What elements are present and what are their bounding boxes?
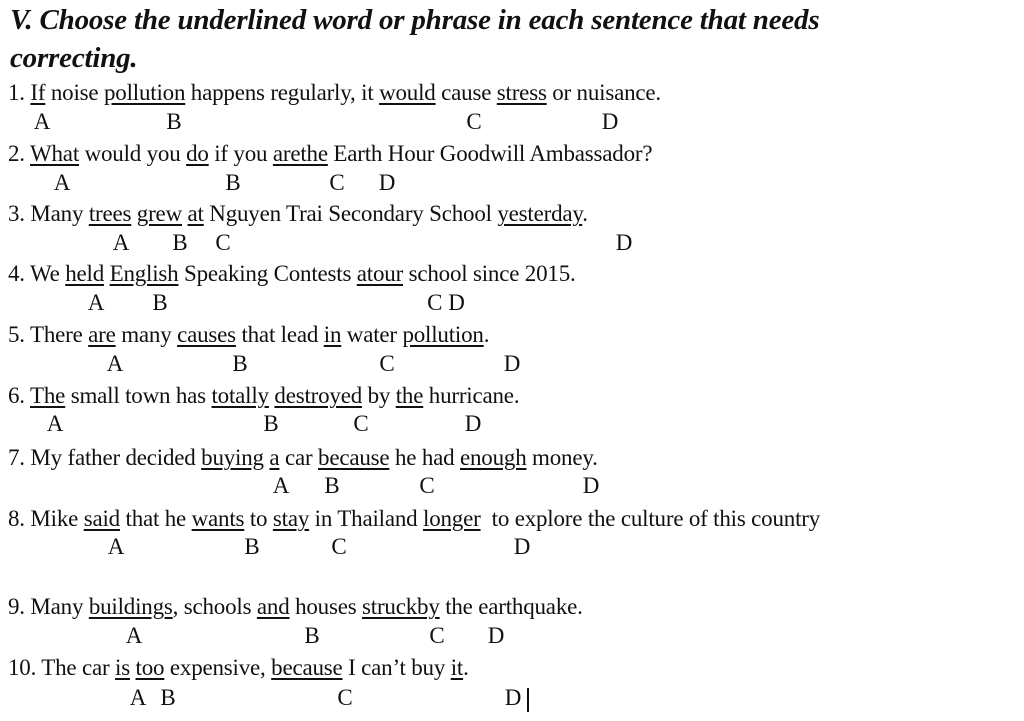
underlined-option: yesterday [497,201,583,226]
option-letter: C [419,473,435,498]
option-letter: A [53,170,71,195]
option-letter: C [329,170,345,195]
question-sentence [8,383,519,409]
sentence-text: noise [45,80,104,105]
sentence-text: by [362,383,396,408]
underlined-option: stress [496,80,547,105]
sentence-text: to [244,506,273,531]
underlined-option: would [379,80,436,105]
option-letter: C [379,351,395,376]
sentence-text: . [463,655,469,680]
sentence-text: 1. [8,80,31,105]
sentence-text: cause [435,80,497,105]
underlined-option: destroyed [274,383,363,408]
option-letter: B [324,473,340,498]
sentence-text: . [582,201,588,226]
sentence-text: happens regularly, it [185,80,380,105]
option-letter: D [378,170,396,195]
option-letter: B [172,230,188,255]
sentence-text: money. [526,445,598,470]
underlined-option: a [269,445,280,470]
underlined-option: enough [459,445,527,470]
sentence-text: 3. Many [8,201,89,226]
underlined-option: totally [211,383,269,408]
underlined-option: held [65,261,105,286]
underlined-option: trees [88,201,132,226]
question-sentence [8,594,583,620]
question-sentence [8,201,588,227]
question-sentence [8,506,820,532]
text-cursor [527,688,529,712]
underlined-option: it [450,655,464,680]
option-letter: C [353,411,369,436]
option-letter: A [272,473,290,498]
sentence-text: or nuisance. [546,80,661,105]
sentence-text: water [341,322,403,347]
sentence-text: 9. Many [8,594,89,619]
option-letter: B [160,685,176,710]
sentence-text: I can’t buy [342,655,451,680]
sentence-text: if you [208,141,273,166]
sentence-text: he had [389,445,460,470]
option-letter: D [504,685,522,710]
sentence-text: , schools [172,594,257,619]
sentence-text: Speaking Contests [178,261,357,286]
sentence-text: Nguyen Trai Secondary School [203,201,498,226]
option-letter: D [503,351,521,376]
sentence-text: small town has [65,383,212,408]
underlined-option: are [88,322,116,347]
underlined-option: English [109,261,179,286]
question-7 [0,445,1024,475]
option-letter: A [106,351,124,376]
underlined-option: pollution [103,80,186,105]
underlined-option: because [318,445,390,470]
underlined-option: too [135,655,165,680]
sentence-text: that he [119,506,192,531]
option-letter: B [244,534,260,559]
exercise-title-line-2: correcting. [10,42,138,74]
option-letter: C [429,623,445,648]
option-letter: D [601,109,619,134]
exercise-title-line-1: V. Choose the underlined word or phrase in each sentence that needs [10,4,820,36]
question-8 [0,506,1024,536]
question-sentence [8,261,576,287]
sentence-text: Earth Hour Goodwill Ambassador? [327,141,653,166]
sentence-text: expensive, [164,655,272,680]
option-letter: D [615,230,633,255]
sentence-text: car [279,445,319,470]
sentence-text: . [483,322,490,347]
underlined-option: struckby [362,594,440,619]
option-letter: A [125,623,143,648]
option-letter: B [263,411,279,436]
underlined-option: is [115,655,130,680]
sentence-text: hurricane. [423,383,520,408]
sentence-text: 10. The car [8,655,116,680]
underlined-option: said [83,506,120,531]
option-letter: A [112,230,130,255]
option-letter: D [513,534,531,559]
underlined-option: at [187,201,204,226]
option-letter: D [487,623,505,648]
sentence-text: 5. There [8,322,89,347]
option-letter: A [87,290,105,315]
option-letter: C [337,685,353,710]
option-letter: A [129,685,147,710]
question-6 [0,383,1024,413]
question-sentence [8,141,652,167]
option-letter: B [152,290,168,315]
question-sentence [8,322,489,348]
option-letter: A [33,109,51,134]
underlined-option: causes [177,322,236,347]
underlined-option: What [30,141,80,166]
underlined-option: because [271,655,343,680]
underlined-option: and [256,594,290,619]
underlined-option: atour [356,261,404,286]
sentence-text: houses [289,594,363,619]
underlined-option: longer [423,506,481,531]
underlined-option: If [30,80,46,105]
underlined-option: pollution [402,322,484,347]
question-4 [0,261,1024,291]
sentence-text: 4. We [8,261,66,286]
option-letter: C [215,230,231,255]
question-1 [0,80,1024,110]
option-letter: D [582,473,600,498]
question-2 [0,141,1024,171]
sentence-text: 7. My father decided [8,445,202,470]
sentence-text: many [115,322,178,347]
underlined-option: do [186,141,209,166]
option-letter: C [331,534,347,559]
sentence-text: that lead [235,322,324,347]
underlined-option: buying [201,445,264,470]
underlined-option: the [395,383,424,408]
question-9 [0,594,1024,624]
underlined-option: stay [272,506,310,531]
underlined-option: arethe [272,141,328,166]
underlined-option: in [323,322,342,347]
option-letter: D [464,411,482,436]
underlined-option: buildings [88,594,173,619]
question-sentence [8,80,661,106]
question-sentence [8,655,469,681]
underlined-option: The [30,383,66,408]
option-letter: B [225,170,241,195]
sentence-text: 8. Mike [8,506,84,531]
option-letter: B [304,623,320,648]
option-letter: B [232,351,248,376]
underlined-option: wants [191,506,245,531]
option-letter: A [46,411,64,436]
sentence-text: 2. [8,141,30,166]
option-letter: A [107,534,125,559]
sentence-text: 6. [8,383,30,408]
question-5 [0,322,1024,352]
question-10 [0,655,1024,685]
option-letter: C [466,109,482,134]
sentence-text: in Thailand [309,506,423,531]
question-3 [0,201,1024,231]
option-letter: B [166,109,182,134]
underlined-option: grew [136,201,182,226]
sentence-text: the earthquake. [439,594,583,619]
sentence-text: school since 2015. [403,261,576,286]
question-sentence [8,445,598,471]
sentence-text: to explore the culture of this country [480,506,821,531]
option-letter: C D [427,290,465,315]
sentence-text: would you [79,141,187,166]
